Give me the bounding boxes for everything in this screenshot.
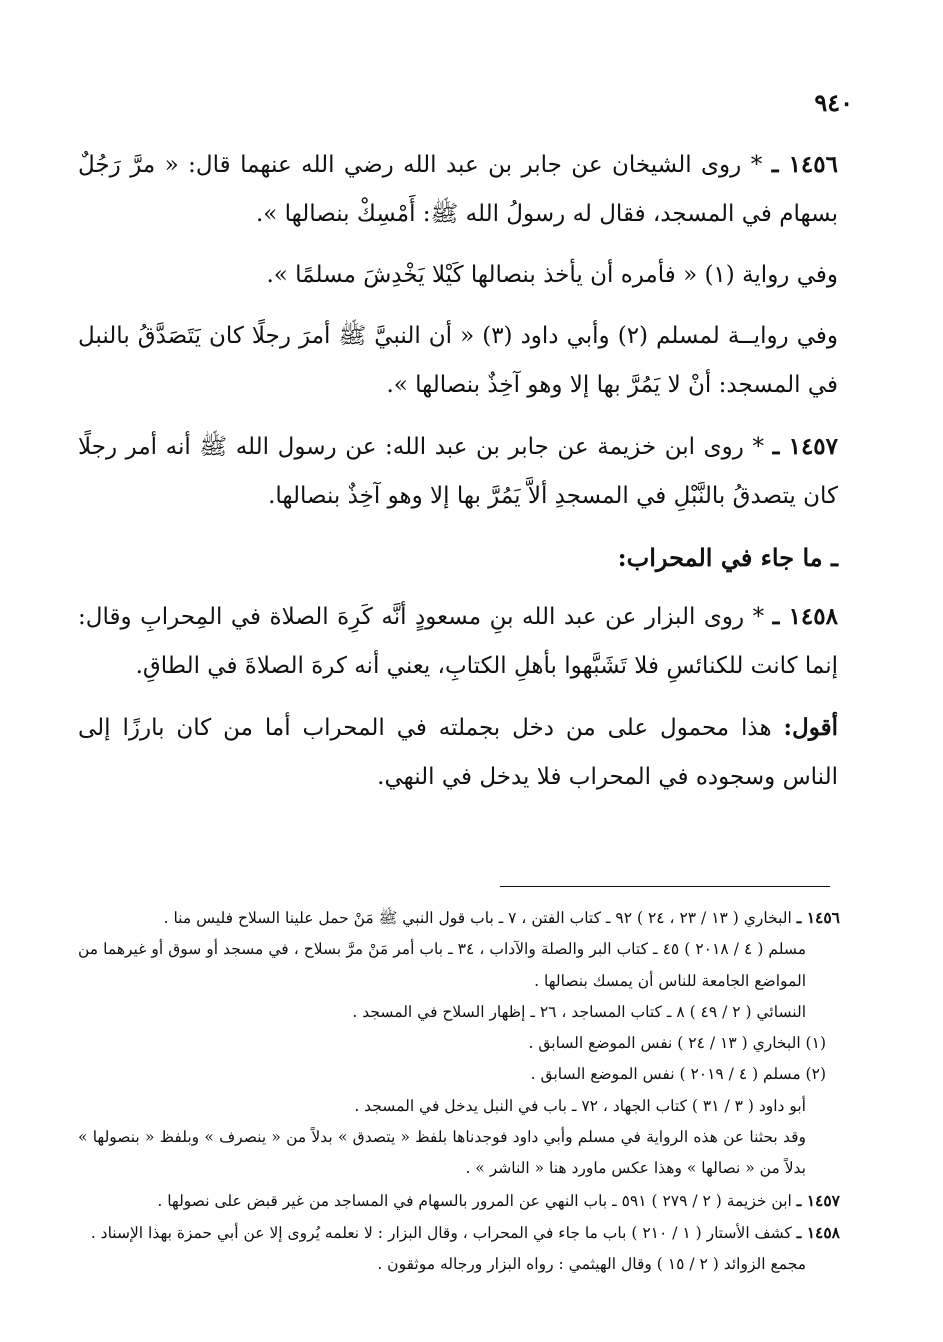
page-number: ٩٤٠: [814, 88, 853, 117]
hadith-text: * روى الشيخان عن جابر بن عبد الله رضي الله عنهما قال: « مرَّ رَجُلٌ بسهام في المسجد، فقال له رسولُ الله ﷺ: أَمْسِكْ بنصالها ».: [78, 152, 838, 227]
footnote-number: ١٤٥٦ ـ: [796, 908, 840, 927]
footnote-text: كشف الأستار ( ١ / ٢١٠ ) باب ما جاء في المحراب ، وقال البزار : لا نعلمه يُروى إلا عن أبي حمزة بهذا الإسناد .: [90, 1223, 792, 1242]
footnote-text: (٢) مسلم ( ٤ / ٢٠١٩ ) نفس الموضع السابق .: [530, 1065, 826, 1084]
footnote: [78, 902, 840, 934]
footnote-text: النسائي ( ٢ / ٤٩ ) ٨ ـ كتاب المساجد ، ٢٦ ـ إظهار السلاح في المسجد .: [352, 1002, 806, 1021]
hadith-text: * روى ابن خزيمة عن جابر بن عبد الله: عن رسول الله ﷺ أنه أمر رجلًا كان يتصدقُ بالنَّبْلِ في المسجدِ ألاَّ يَمُرَّ بها إلا وهو آخِذٌ بنصالها.: [78, 434, 838, 509]
footnote-text: (١) البخاري ( ١٣ / ٢٤ ) نفس الموضع السابق .: [528, 1034, 826, 1053]
main-text: [78, 140, 838, 814]
footnote-divider: [500, 886, 830, 887]
comment-text: هذا محمول على من دخل بجملته في المحراب أما من كان بارزًا إلى الناس وسجوده في المحراب فلا يدخل في النهي.: [78, 715, 838, 790]
footnote: [78, 934, 840, 997]
narration-text: وفي رواية (١) « فأمره أن يأخذ بنصالها كَيْلا يَخْدِشَ مسلمًا ».: [266, 262, 838, 288]
footnotes: [78, 902, 840, 1281]
narration-variant: [78, 312, 838, 410]
footnote-text: مسلم ( ٤ / ٢٠١٨ ) ٤٥ ـ كتاب البر والصلة والآداب ، ٣٤ ـ باب أمر مَنْ مرَّ بسلاح ، في مسجد أو سوق أو غيرهما من المواضع الجامعة للناس أن يمسك بنصالها .: [78, 940, 806, 990]
footnote-text: البخاري ( ١٣ / ٢٣ ، ٢٤ ) ٩٢ ـ كتاب الفتن ، ٧ ـ باب قول النبي ﷺ مَنْ حمل علينا السلاح فليس منا .: [163, 909, 792, 927]
footnote-number: ١٤٥٧ ـ: [796, 1190, 840, 1210]
hadith-text: * روى البزار عن عبد الله بنِ مسعودٍ أنَّه كَرِهَ الصلاة في المِحرابِ وقال: إنما كانت للكنائسِ فلا تَشَبَّهوا بأهلِ الكتابِ، يعني أنه كرهَ الصلاةَ في الطاقِ.: [78, 604, 838, 679]
comment-lead: أقول:: [783, 714, 838, 741]
footnote: [78, 1091, 840, 1122]
footnote: [78, 1122, 840, 1185]
narration-variant: [78, 251, 838, 300]
section-heading: ـ ما جاء في المحراب:: [617, 543, 838, 572]
hadith-number: ١٤٥٨ ـ: [772, 603, 838, 630]
footnote-text: أبو داود ( ٣ / ٣١ ) كتاب الجهاد ، ٧٢ ـ باب في النبل يدخل في المسجد .: [354, 1096, 806, 1115]
footnote-number: ١٤٥٨ ـ: [796, 1222, 840, 1242]
author-comment: [78, 703, 838, 802]
footnote-text: ابن خزيمة ( ٢ / ٢٧٩ ) ٥٩١ ـ باب النهي عن المرور بالسهام في المساجد من غير قبض على نصولها .: [157, 1191, 792, 1210]
footnote: [78, 1185, 840, 1217]
hadith-number: ١٤٥٦ ـ: [771, 151, 838, 178]
hadith-number: ١٤٥٧ ـ: [772, 433, 839, 460]
footnote: [78, 1217, 840, 1249]
footnote: [78, 1028, 840, 1059]
footnote-text: وقد بحثنا عن هذه الرواية في مسلم وأبي داود فوجدناها بلفظ « يتصدق » بدلاً من « ينصرف » وبلفظ « بنصولها » بدلاً من « نصالها » وهذا عكس ماورد هنا « الناشر » .: [78, 1128, 806, 1178]
hadith-1456: [78, 140, 838, 239]
hadith-1457: [78, 422, 838, 521]
footnote: [78, 997, 840, 1028]
footnote-text: مجمع الزوائد ( ٢ / ١٥ ) وقال الهيثمي : رواه البزار ورجاله موثقون .: [377, 1255, 806, 1274]
narration-text: وفي روايــة لمسلم (٢) وأبي داود (٣) « أن النبيَّ ﷺ أمرَ رجلًا كان يَتَصَدَّقُ بالنبل في المسجد: أنْ لا يَمُرَّ بها إلا وهو آخِذٌ بنصالها ».: [78, 323, 838, 398]
footnote: [78, 1249, 840, 1280]
hadith-1458: [78, 592, 838, 691]
footnote: [78, 1059, 840, 1090]
